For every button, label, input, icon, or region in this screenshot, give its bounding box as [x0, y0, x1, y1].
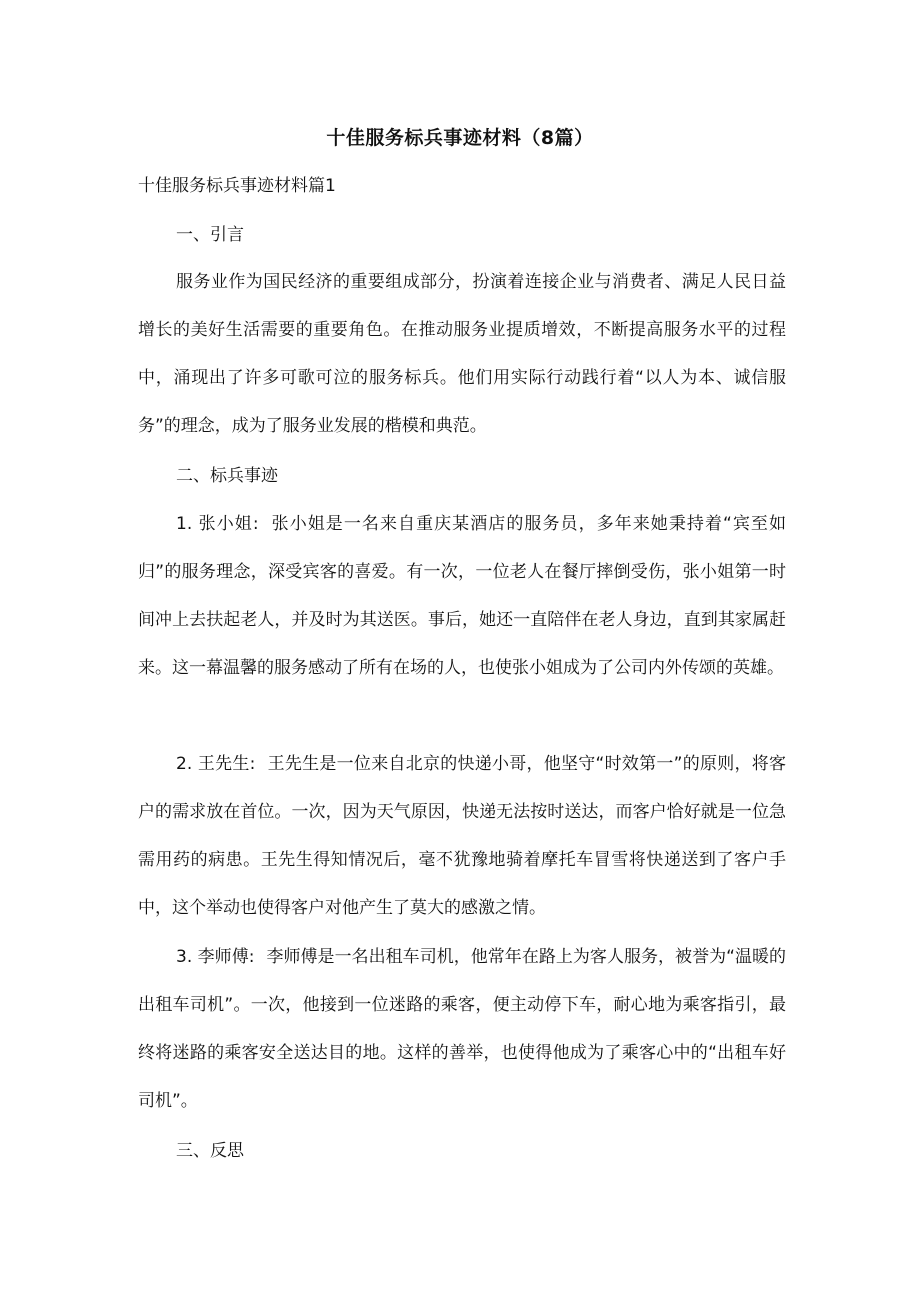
document-subtitle: 十佳服务标兵事迹材料篇1 [138, 176, 336, 196]
paragraph-deed-1 [138, 500, 786, 692]
deed-1-text: 张小姐是一名来自重庆某酒店的服务员，多年来她秉持着“宾至如归”的服务理念，深受宾客的喜爱。有一次，一位老人在餐厅摔倒受伤，张小姐第一时间冲上去扶起老人，并及时为其送医。事后，她还一直陪伴在老人身边，直到其家属赶来。这一幕温馨的服务感动了所有在场的人，也使张小姐成为了公司内外传颂的英雄。 [138, 514, 786, 678]
deed-3-text: 李师傅是一名出租车司机，他常年在路上为客人服务，被誉为“温暖的出租车司机”。一次，他接到一位迷路的乘客，便主动停下车，耐心地为乘客指引，最终将迷路的乘客安全送达目的地。这样的善举，也使得他成为了乘客心中的“出租车好司机”。 [138, 947, 786, 1111]
paragraph-intro: 服务业作为国民经济的重要组成部分，扮演着连接企业与消费者、满足人民日益增长的美好生活需要的重要角色。在推动服务业提质增效，不断提高服务水平的过程中，涌现出了许多可歌可泣的服务标兵。他们用实际行动践行着“以人为本、诚信服务”的理念，成为了服务业发展的楷模和典范。 [138, 272, 786, 436]
paragraph-deed-3 [138, 933, 786, 1125]
section-heading-intro: 一、引言 [176, 225, 244, 245]
deed-3-label: 3. 李师傅: [176, 947, 255, 967]
paragraph-deed-2 [138, 740, 786, 932]
document-title: 十佳服务标兵事迹材料（8篇） [326, 127, 594, 149]
section-heading-deeds: 二、标兵事迹 [176, 466, 278, 486]
deed-2-label: 2. 王先生: [176, 754, 256, 774]
deed-2-text: 王先生是一位来自北京的快递小哥，他坚守“时效第一”的原则，将客户的需求放在首位。一次，因为天气原因，快递无法按时送达，而客户恰好就是一位急需用药的病患。王先生得知情况后，毫不犹豫地骑着摩托车冒雪将快递送到了客户手中，这个举动也使得客户对他产生了莫大的感激之情。 [138, 754, 786, 918]
deed-1-label: 1. 张小姐: [176, 514, 259, 534]
section-heading-reflection: 三、反思 [176, 1141, 244, 1161]
